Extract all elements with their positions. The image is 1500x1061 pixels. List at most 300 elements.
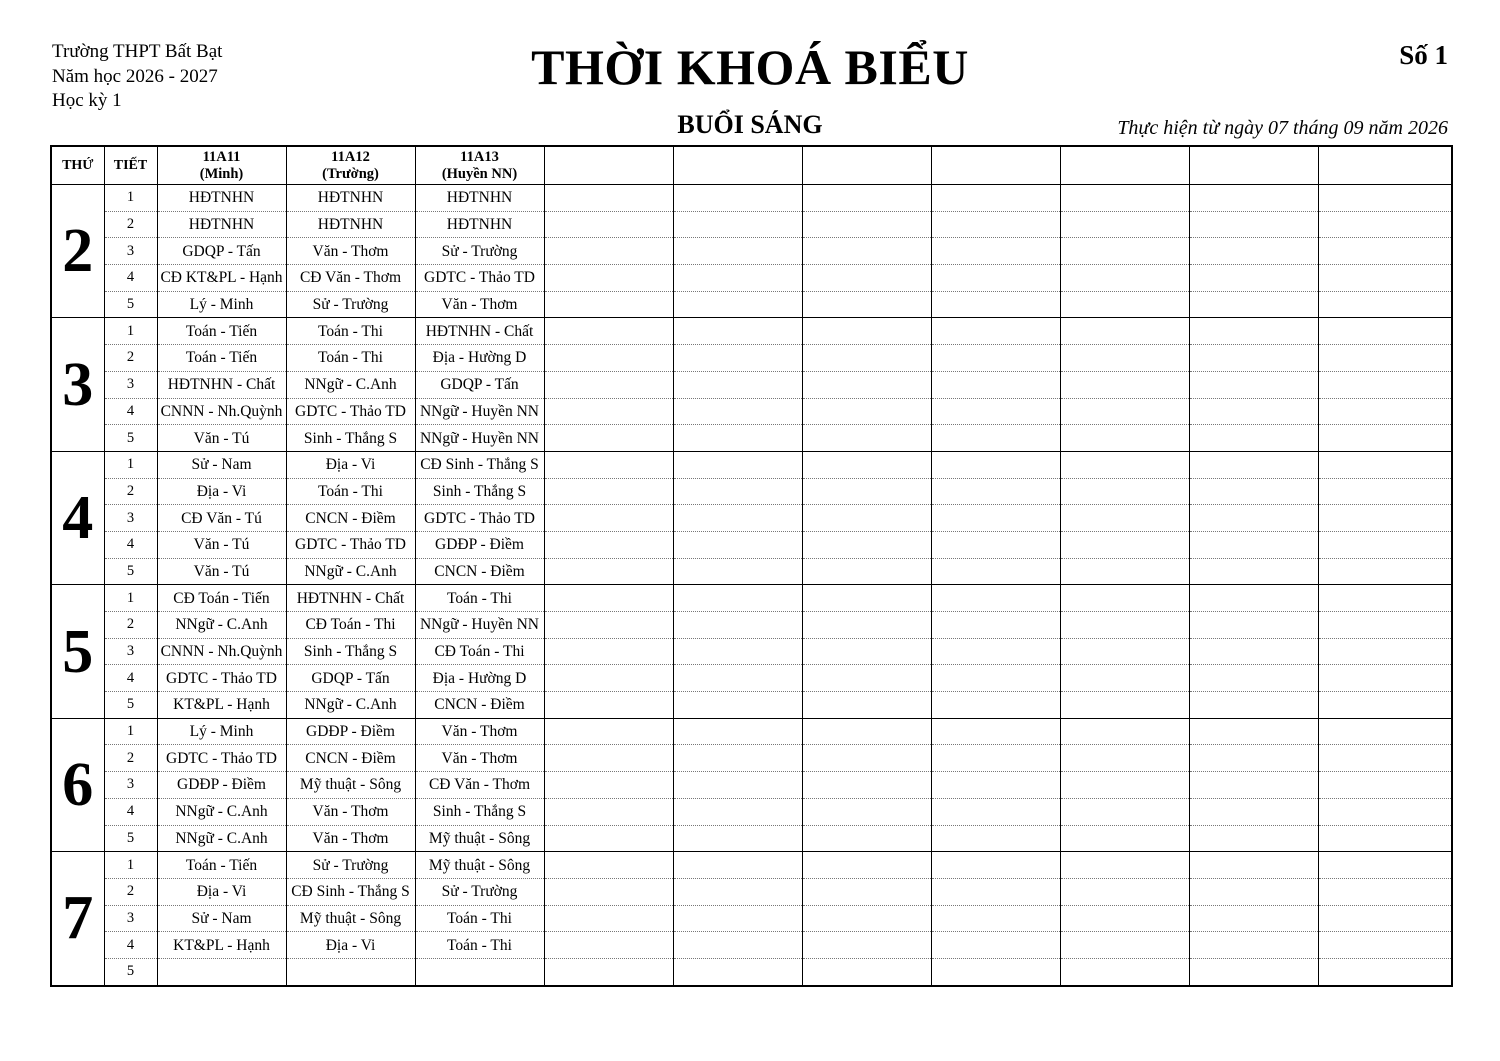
table-row xyxy=(51,692,1452,719)
table-row xyxy=(51,932,1452,959)
empty-cell xyxy=(931,718,1060,745)
class-name: 11A11 xyxy=(202,148,241,165)
empty-cell xyxy=(1189,318,1318,345)
table-row xyxy=(51,825,1452,852)
empty-cell xyxy=(1060,291,1189,318)
empty-cell xyxy=(544,238,673,265)
subject-cell: Sử - Trường xyxy=(286,291,415,318)
empty-cell xyxy=(931,451,1060,478)
subject-cell: HĐTNHN xyxy=(157,185,286,212)
empty-cell xyxy=(544,798,673,825)
empty-cell xyxy=(1060,185,1189,212)
empty-cell xyxy=(673,745,802,772)
empty-cell xyxy=(1318,745,1452,772)
empty-cell xyxy=(802,718,931,745)
subject-cell: Sinh - Thắng S xyxy=(286,638,415,665)
empty-cell xyxy=(544,451,673,478)
subject-cell: CĐ Văn - Thơm xyxy=(415,772,544,799)
period-cell: 1 xyxy=(104,585,157,612)
empty-cell xyxy=(802,371,931,398)
empty-cell xyxy=(931,772,1060,799)
empty-cell xyxy=(1060,665,1189,692)
school-name: Trường THPT Bất Bạt xyxy=(52,41,223,62)
period-cell: 5 xyxy=(104,558,157,585)
empty-cell xyxy=(673,531,802,558)
table-row xyxy=(51,558,1452,585)
subject-cell xyxy=(415,958,544,985)
empty-cell xyxy=(673,852,802,879)
subject-cell: NNgữ - C.Anh xyxy=(157,825,286,852)
empty-cell xyxy=(544,638,673,665)
empty-cell xyxy=(1189,478,1318,505)
empty-cell xyxy=(1318,265,1452,292)
empty-column-header xyxy=(802,146,931,185)
table-row xyxy=(51,585,1452,612)
empty-cell xyxy=(802,505,931,532)
subject-cell: CĐ Sinh - Thắng S xyxy=(415,451,544,478)
empty-cell xyxy=(1318,478,1452,505)
empty-cell xyxy=(802,185,931,212)
empty-cell xyxy=(931,878,1060,905)
period-cell: 3 xyxy=(104,772,157,799)
empty-cell xyxy=(802,291,931,318)
empty-cell xyxy=(802,558,931,585)
class-name: 11A12 xyxy=(331,148,370,165)
subject-cell: Toán - Thi xyxy=(415,932,544,959)
empty-cell xyxy=(673,772,802,799)
subject-cell: Lý - Minh xyxy=(157,718,286,745)
subject-cell: NNgữ - Huyền NN xyxy=(415,612,544,639)
empty-cell xyxy=(1060,505,1189,532)
subject-cell: NNgữ - Huyền NN xyxy=(415,398,544,425)
empty-cell xyxy=(544,345,673,372)
empty-cell xyxy=(1318,211,1452,238)
empty-cell xyxy=(1318,585,1452,612)
empty-cell xyxy=(544,318,673,345)
subject-cell: Toán - Thi xyxy=(286,345,415,372)
table-row xyxy=(51,531,1452,558)
session-label: BUỔI SÁNG xyxy=(677,110,823,139)
empty-cell xyxy=(544,505,673,532)
subject-cell: GDĐP - Điềm xyxy=(415,531,544,558)
period-cell: 3 xyxy=(104,905,157,932)
subject-cell: HĐTNHN xyxy=(286,185,415,212)
period-cell: 5 xyxy=(104,291,157,318)
subject-cell: Sinh - Thắng S xyxy=(415,478,544,505)
empty-cell xyxy=(544,398,673,425)
class-teacher: (Huyền NN) xyxy=(441,165,518,182)
subject-cell: Địa - Vi xyxy=(286,932,415,959)
empty-cell xyxy=(1189,852,1318,879)
empty-column-header xyxy=(1318,146,1452,185)
subject-cell: CĐ Văn - Thơm xyxy=(286,265,415,292)
empty-cell xyxy=(802,798,931,825)
empty-cell xyxy=(1318,371,1452,398)
timetable xyxy=(50,145,1453,987)
empty-cell xyxy=(802,318,931,345)
empty-cell xyxy=(673,638,802,665)
empty-cell xyxy=(802,345,931,372)
subject-cell xyxy=(286,958,415,985)
empty-cell xyxy=(1060,745,1189,772)
empty-cell xyxy=(802,612,931,639)
empty-cell xyxy=(1189,932,1318,959)
empty-cell xyxy=(673,932,802,959)
subject-cell: Văn - Thơm xyxy=(286,238,415,265)
table-row xyxy=(51,505,1452,532)
table-row xyxy=(51,772,1452,799)
subject-cell: HĐTNHN - Chất xyxy=(157,371,286,398)
empty-cell xyxy=(673,398,802,425)
empty-cell xyxy=(931,612,1060,639)
table-row xyxy=(51,878,1452,905)
empty-cell xyxy=(1318,505,1452,532)
empty-cell xyxy=(673,905,802,932)
subject-cell: GDQP - Tấn xyxy=(286,665,415,692)
period-cell: 5 xyxy=(104,692,157,719)
day-cell: 3 xyxy=(51,318,104,451)
subject-cell: GDTC - Thảo TD xyxy=(415,265,544,292)
empty-cell xyxy=(802,692,931,719)
subject-cell: Văn - Tú xyxy=(157,558,286,585)
empty-cell xyxy=(544,958,673,985)
empty-cell xyxy=(1189,798,1318,825)
empty-cell xyxy=(1060,905,1189,932)
subject-cell: GDTC - Thảo TD xyxy=(286,398,415,425)
subject-cell: GDTC - Thảo TD xyxy=(415,505,544,532)
empty-cell xyxy=(1060,878,1189,905)
empty-cell xyxy=(544,291,673,318)
subject-cell: Mỹ thuật - Sông xyxy=(286,772,415,799)
empty-cell xyxy=(1318,398,1452,425)
empty-cell xyxy=(1060,585,1189,612)
empty-cell xyxy=(673,318,802,345)
subject-cell: HĐTNHN xyxy=(157,211,286,238)
empty-cell xyxy=(544,745,673,772)
subject-cell: GDĐP - Điềm xyxy=(286,718,415,745)
empty-cell xyxy=(544,878,673,905)
subject-cell: Toán - Tiến xyxy=(157,852,286,879)
empty-cell xyxy=(802,852,931,879)
empty-cell xyxy=(544,265,673,292)
empty-cell xyxy=(673,238,802,265)
subject-cell: Địa - Hường D xyxy=(415,345,544,372)
empty-cell xyxy=(802,425,931,452)
empty-cell xyxy=(673,958,802,985)
empty-cell xyxy=(802,665,931,692)
empty-cell xyxy=(1318,878,1452,905)
subject-cell: HĐTNHN xyxy=(415,185,544,212)
empty-cell xyxy=(673,265,802,292)
period-cell: 1 xyxy=(104,318,157,345)
period-cell: 1 xyxy=(104,852,157,879)
empty-cell xyxy=(544,478,673,505)
empty-cell xyxy=(931,478,1060,505)
empty-cell xyxy=(1189,612,1318,639)
subject-cell: Mỹ thuật - Sông xyxy=(415,852,544,879)
table-row xyxy=(51,905,1452,932)
subject-cell: Sử - Trường xyxy=(415,878,544,905)
day-cell: 7 xyxy=(51,852,104,986)
empty-cell xyxy=(1318,958,1452,985)
period-cell: 4 xyxy=(104,798,157,825)
empty-cell xyxy=(931,211,1060,238)
empty-column-header xyxy=(1060,146,1189,185)
subject-cell: GDTC - Thảo TD xyxy=(157,665,286,692)
subject-cell: GDTC - Thảo TD xyxy=(286,531,415,558)
empty-cell xyxy=(673,825,802,852)
empty-column-header xyxy=(544,146,673,185)
empty-cell xyxy=(1189,185,1318,212)
period-cell: 4 xyxy=(104,398,157,425)
empty-cell xyxy=(1189,345,1318,372)
empty-cell xyxy=(1060,772,1189,799)
empty-cell xyxy=(931,905,1060,932)
empty-cell xyxy=(1060,531,1189,558)
empty-column-header xyxy=(673,146,802,185)
period-cell: 2 xyxy=(104,745,157,772)
empty-cell xyxy=(1189,505,1318,532)
empty-cell xyxy=(1318,185,1452,212)
day-cell: 2 xyxy=(51,185,104,318)
subject-cell: Sinh - Thắng S xyxy=(415,798,544,825)
subject-cell: Văn - Thơm xyxy=(286,798,415,825)
empty-cell xyxy=(544,185,673,212)
subject-cell: NNgữ - C.Anh xyxy=(157,798,286,825)
empty-column-header xyxy=(931,146,1060,185)
empty-cell xyxy=(1189,878,1318,905)
subject-cell: CNCN - Điềm xyxy=(415,558,544,585)
empty-cell xyxy=(1189,692,1318,719)
empty-cell xyxy=(1060,798,1189,825)
empty-cell xyxy=(802,638,931,665)
table-row xyxy=(51,958,1452,985)
empty-cell xyxy=(673,185,802,212)
empty-cell xyxy=(931,398,1060,425)
empty-cell xyxy=(544,585,673,612)
subject-cell: Toán - Thi xyxy=(286,318,415,345)
period-cell: 4 xyxy=(104,265,157,292)
empty-cell xyxy=(673,718,802,745)
empty-cell xyxy=(673,211,802,238)
subject-cell: HĐTNHN xyxy=(415,211,544,238)
subject-cell: Toán - Thi xyxy=(415,585,544,612)
table-row xyxy=(51,745,1452,772)
empty-cell xyxy=(1189,238,1318,265)
empty-cell xyxy=(1318,692,1452,719)
period-cell: 3 xyxy=(104,238,157,265)
empty-cell xyxy=(1318,825,1452,852)
empty-cell xyxy=(673,505,802,532)
empty-cell xyxy=(802,531,931,558)
empty-cell xyxy=(544,772,673,799)
empty-cell xyxy=(1189,371,1318,398)
empty-cell xyxy=(673,425,802,452)
empty-cell xyxy=(1318,238,1452,265)
empty-cell xyxy=(544,932,673,959)
empty-cell xyxy=(544,825,673,852)
class-teacher: (Trường) xyxy=(322,165,379,182)
day-cell: 6 xyxy=(51,718,104,851)
period-cell: 5 xyxy=(104,425,157,452)
empty-cell xyxy=(931,371,1060,398)
day-cell: 4 xyxy=(51,451,104,584)
empty-cell xyxy=(1060,932,1189,959)
empty-cell xyxy=(673,291,802,318)
subject-cell: Sử - Trường xyxy=(286,852,415,879)
subject-cell: Sử - Nam xyxy=(157,451,286,478)
table-row xyxy=(51,638,1452,665)
document-number: Số 1 xyxy=(1399,40,1448,70)
empty-cell xyxy=(1189,825,1318,852)
empty-cell xyxy=(1318,905,1452,932)
empty-cell xyxy=(673,478,802,505)
empty-cell xyxy=(802,478,931,505)
empty-cell xyxy=(1060,238,1189,265)
period-column-header: TIẾT xyxy=(104,146,157,185)
empty-cell xyxy=(673,878,802,905)
empty-cell xyxy=(1318,451,1452,478)
empty-cell xyxy=(931,318,1060,345)
empty-cell xyxy=(1189,451,1318,478)
subject-cell: Địa - Vi xyxy=(286,451,415,478)
timetable-body xyxy=(51,185,1452,986)
empty-cell xyxy=(1318,772,1452,799)
period-cell: 2 xyxy=(104,211,157,238)
empty-cell xyxy=(1318,318,1452,345)
empty-cell xyxy=(673,798,802,825)
empty-cell xyxy=(1318,558,1452,585)
subject-cell: CNCN - Điềm xyxy=(415,692,544,719)
period-cell: 5 xyxy=(104,958,157,985)
empty-cell xyxy=(544,371,673,398)
empty-cell xyxy=(931,585,1060,612)
empty-cell xyxy=(1318,425,1452,452)
empty-cell xyxy=(802,745,931,772)
period-cell: 4 xyxy=(104,531,157,558)
empty-cell xyxy=(802,238,931,265)
empty-cell xyxy=(544,211,673,238)
school-year: Năm học 2026 - 2027 xyxy=(52,65,218,87)
subject-cell: Toán - Thi xyxy=(415,905,544,932)
empty-cell xyxy=(1189,958,1318,985)
empty-cell xyxy=(1189,718,1318,745)
subject-cell: Địa - Vi xyxy=(157,478,286,505)
empty-cell xyxy=(1189,558,1318,585)
empty-cell xyxy=(1060,478,1189,505)
empty-cell xyxy=(1189,905,1318,932)
empty-cell xyxy=(1318,345,1452,372)
empty-cell xyxy=(802,265,931,292)
subject-cell: KT&PL - Hạnh xyxy=(157,692,286,719)
subject-cell: CĐ Văn - Tú xyxy=(157,505,286,532)
subject-cell: Sinh - Thắng S xyxy=(286,425,415,452)
empty-cell xyxy=(1318,798,1452,825)
subject-cell: NNgữ - C.Anh xyxy=(157,612,286,639)
period-cell: 2 xyxy=(104,612,157,639)
subject-cell: Văn - Thơm xyxy=(415,718,544,745)
subject-cell: CNCN - Điềm xyxy=(286,745,415,772)
empty-cell xyxy=(1318,638,1452,665)
subject-cell: KT&PL - Hạnh xyxy=(157,932,286,959)
empty-cell xyxy=(673,371,802,398)
day-column-header: THỨ xyxy=(51,146,104,185)
empty-cell xyxy=(673,585,802,612)
empty-cell xyxy=(673,558,802,585)
class-header xyxy=(286,146,415,185)
empty-cell xyxy=(802,878,931,905)
period-cell: 5 xyxy=(104,825,157,852)
subject-cell: NNgữ - C.Anh xyxy=(286,371,415,398)
empty-cell xyxy=(544,531,673,558)
subject-cell: CĐ Toán - Thi xyxy=(286,612,415,639)
empty-cell xyxy=(544,425,673,452)
subject-cell: Toán - Tiến xyxy=(157,318,286,345)
empty-cell xyxy=(673,665,802,692)
empty-cell xyxy=(1318,665,1452,692)
table-row xyxy=(51,425,1452,452)
empty-cell xyxy=(1060,638,1189,665)
table-row xyxy=(51,798,1452,825)
empty-cell xyxy=(931,665,1060,692)
empty-cell xyxy=(1189,638,1318,665)
empty-cell xyxy=(1060,825,1189,852)
period-cell: 4 xyxy=(104,665,157,692)
subject-cell: GDĐP - Điềm xyxy=(157,772,286,799)
empty-cell xyxy=(1189,745,1318,772)
empty-cell xyxy=(802,905,931,932)
subject-cell: Mỹ thuật - Sông xyxy=(415,825,544,852)
empty-cell xyxy=(931,958,1060,985)
subject-cell: NNgữ - C.Anh xyxy=(286,692,415,719)
empty-cell xyxy=(1060,345,1189,372)
empty-cell xyxy=(931,745,1060,772)
semester: Học kỳ 1 xyxy=(52,90,122,111)
subject-cell: CNNN - Nh.Quỳnh xyxy=(157,638,286,665)
subject-cell: Địa - Vi xyxy=(157,878,286,905)
table-row xyxy=(51,852,1452,879)
empty-cell xyxy=(802,932,931,959)
empty-cell xyxy=(673,692,802,719)
table-row xyxy=(51,291,1452,318)
subject-cell: Địa - Hường D xyxy=(415,665,544,692)
class-teacher: (Minh) xyxy=(199,165,244,182)
empty-cell xyxy=(931,238,1060,265)
empty-cell xyxy=(1189,585,1318,612)
period-cell: 3 xyxy=(104,371,157,398)
empty-cell xyxy=(1318,291,1452,318)
table-row xyxy=(51,238,1452,265)
subject-cell: Sử - Trường xyxy=(415,238,544,265)
subject-cell: Mỹ thuật - Sông xyxy=(286,905,415,932)
effective-date: Thực hiện từ ngày 07 tháng 09 năm 2026 xyxy=(1117,117,1448,139)
table-row xyxy=(51,451,1452,478)
empty-cell xyxy=(1318,718,1452,745)
table-row xyxy=(51,612,1452,639)
period-cell: 1 xyxy=(104,185,157,212)
empty-column-header xyxy=(1189,146,1318,185)
empty-cell xyxy=(1318,932,1452,959)
subject-cell: NNgữ - Huyền NN xyxy=(415,425,544,452)
empty-cell xyxy=(802,451,931,478)
empty-cell xyxy=(802,825,931,852)
table-row xyxy=(51,318,1452,345)
empty-cell xyxy=(1060,852,1189,879)
class-name: 11A13 xyxy=(460,148,499,165)
empty-cell xyxy=(544,852,673,879)
empty-cell xyxy=(802,958,931,985)
subject-cell: CĐ KT&PL - Hạnh xyxy=(157,265,286,292)
